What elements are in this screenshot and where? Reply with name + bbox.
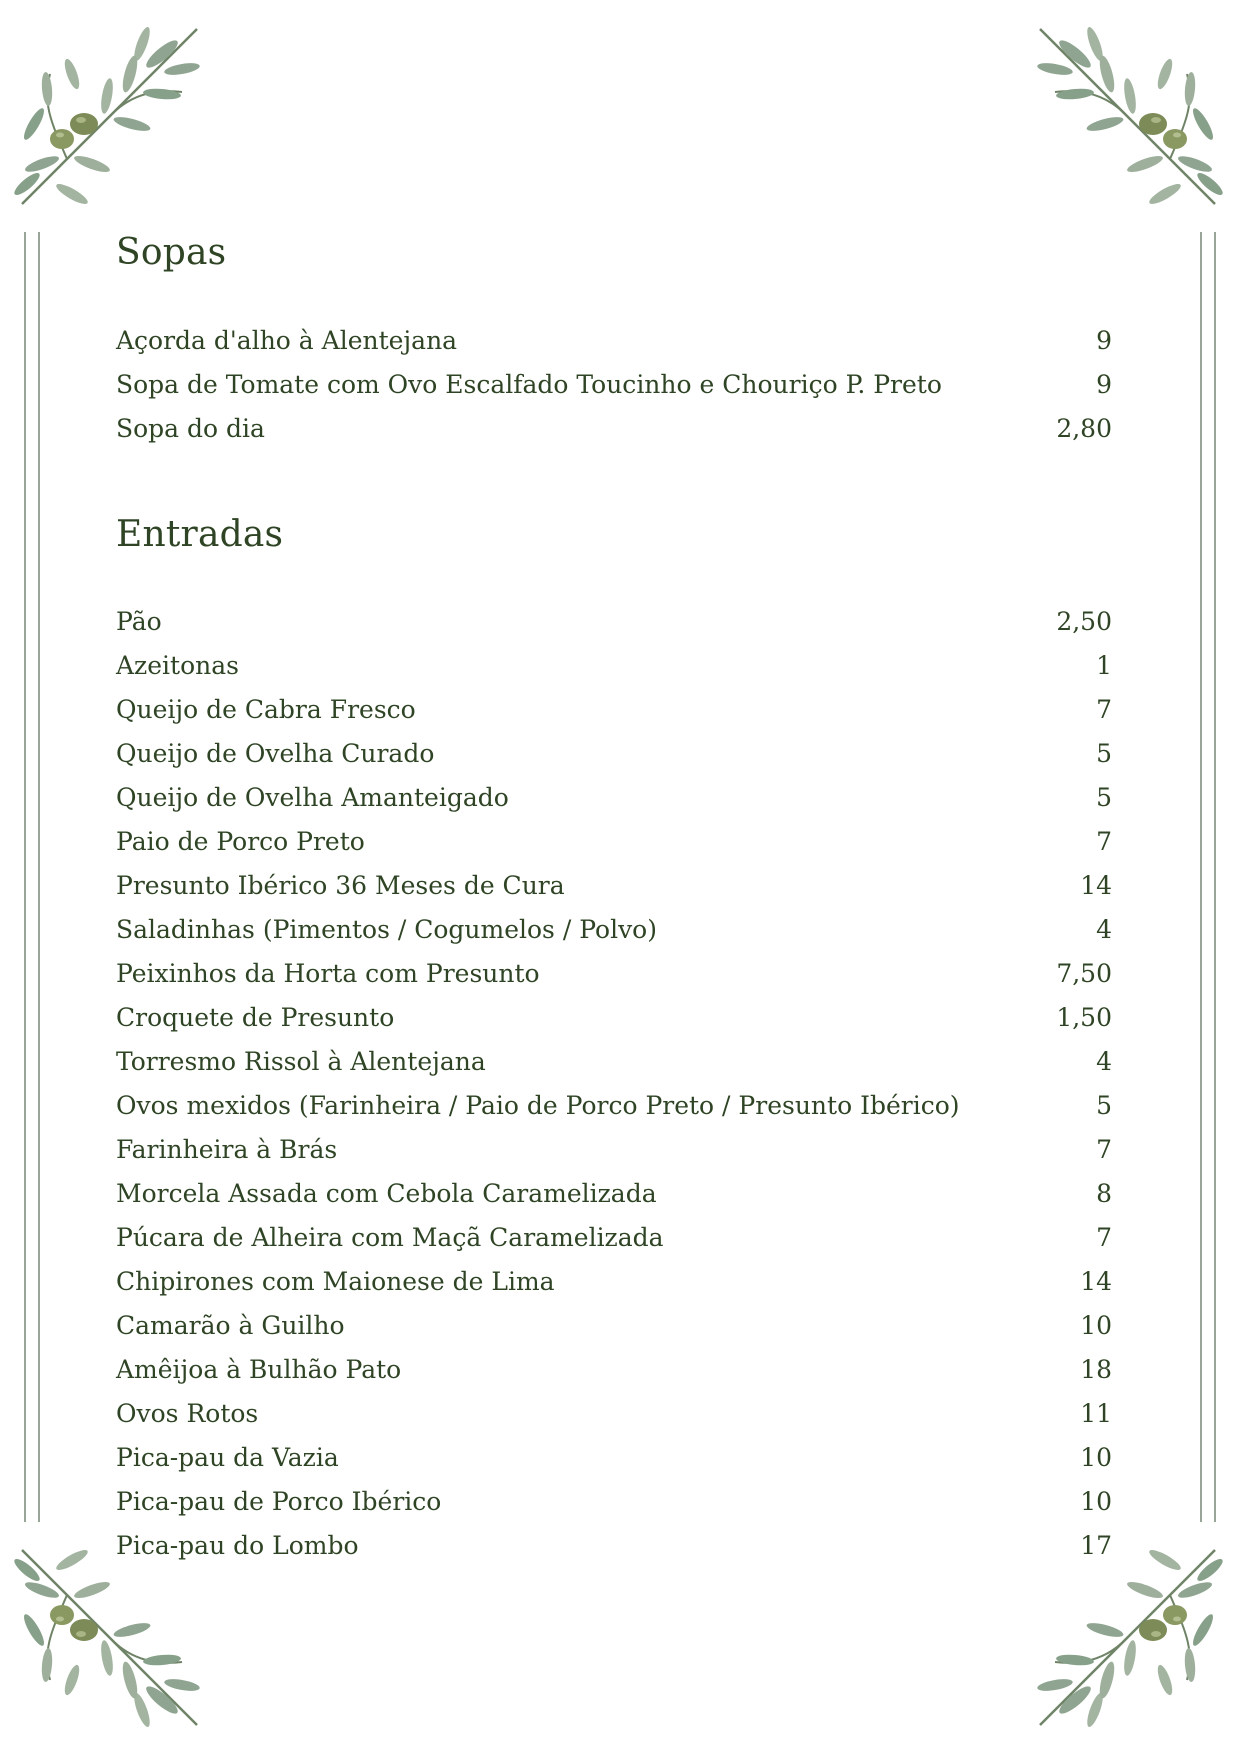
- menu-item: [116, 1480, 1112, 1524]
- item-price: 4: [1096, 915, 1112, 944]
- item-price: 5: [1096, 739, 1112, 768]
- item-price: 18: [1080, 1355, 1112, 1384]
- item-price: 9: [1096, 326, 1112, 355]
- item-price: 7: [1096, 827, 1112, 856]
- item-name: Farinheira à Brás: [116, 1135, 338, 1164]
- menu-item: [116, 1216, 1112, 1260]
- item-price: 7: [1096, 1223, 1112, 1252]
- item-name: Sopa do dia: [116, 414, 265, 443]
- menu-item: [116, 1304, 1112, 1348]
- item-name: Pica-pau do Lombo: [116, 1531, 359, 1560]
- menu-item: [116, 1436, 1112, 1480]
- item-name: Pica-pau de Porco Ibérico: [116, 1487, 442, 1516]
- item-name: Pão: [116, 607, 162, 636]
- menu-item: [116, 688, 1112, 732]
- menu-item: [116, 1260, 1112, 1304]
- item-name: Croquete de Presunto: [116, 1003, 395, 1032]
- olive-branch-icon: [12, 1540, 212, 1740]
- item-name: Púcara de Alheira com Maçã Caramelizada: [116, 1223, 664, 1252]
- item-price: 7,50: [1056, 959, 1112, 988]
- menu-item: [116, 363, 1112, 407]
- olive-branch-icon: [1025, 1540, 1225, 1740]
- menu-item: [116, 644, 1112, 688]
- item-name: Camarão à Guilho: [116, 1311, 345, 1340]
- item-price: 1: [1096, 651, 1112, 680]
- item-name: Saladinhas (Pimentos / Cogumelos / Polvo): [116, 915, 657, 944]
- frame-line-left-inner: [38, 232, 40, 1522]
- menu-item: [116, 908, 1112, 952]
- item-price: 10: [1080, 1311, 1112, 1340]
- section-list-entradas: [116, 600, 1112, 1568]
- olive-branch-icon: [1025, 14, 1225, 214]
- menu-item: [116, 1392, 1112, 1436]
- item-price: 10: [1080, 1443, 1112, 1472]
- item-name: Queijo de Cabra Fresco: [116, 695, 416, 724]
- item-price: 4: [1096, 1047, 1112, 1076]
- item-price: 14: [1080, 1267, 1112, 1296]
- item-name: Queijo de Ovelha Amanteigado: [116, 783, 509, 812]
- item-price: 2,50: [1056, 607, 1112, 636]
- item-price: 8: [1096, 1179, 1112, 1208]
- item-price: 2,80: [1056, 414, 1112, 443]
- item-name: Paio de Porco Preto: [116, 827, 365, 856]
- menu-item: [116, 1128, 1112, 1172]
- item-name: Sopa de Tomate com Ovo Escalfado Toucinho e Chouriço P. Preto: [116, 370, 942, 399]
- item-price: 1,50: [1056, 1003, 1112, 1032]
- section-title-sopas: Sopas: [116, 232, 227, 273]
- section-title-entradas: Entradas: [116, 514, 284, 555]
- menu-item: [116, 319, 1112, 363]
- frame-line-right-inner: [1200, 232, 1202, 1522]
- item-name: Azeitonas: [116, 651, 239, 680]
- item-name: Morcela Assada com Cebola Caramelizada: [116, 1179, 657, 1208]
- item-name: Ovos Rotos: [116, 1399, 259, 1428]
- menu-item: [116, 1084, 1112, 1128]
- menu-item: [116, 1524, 1112, 1568]
- menu-item: [116, 407, 1112, 451]
- menu-item: [116, 996, 1112, 1040]
- item-name: Peixinhos da Horta com Presunto: [116, 959, 540, 988]
- frame-line-right-outer: [1214, 232, 1216, 1522]
- section-list-sopas: [116, 319, 1112, 451]
- item-name: Presunto Ibérico 36 Meses de Cura: [116, 871, 565, 900]
- item-price: 5: [1096, 1091, 1112, 1120]
- menu-item: [116, 820, 1112, 864]
- menu-item: [116, 952, 1112, 996]
- item-name: Torresmo Rissol à Alentejana: [116, 1047, 486, 1076]
- menu-item: [116, 864, 1112, 908]
- menu-item: [116, 1172, 1112, 1216]
- menu-item: [116, 1348, 1112, 1392]
- item-price: 14: [1080, 871, 1112, 900]
- menu-item: [116, 732, 1112, 776]
- menu-item: [116, 776, 1112, 820]
- item-price: 7: [1096, 1135, 1112, 1164]
- item-price: 5: [1096, 783, 1112, 812]
- item-price: 17: [1080, 1531, 1112, 1560]
- item-price: 7: [1096, 695, 1112, 724]
- item-name: Chipirones com Maionese de Lima: [116, 1267, 555, 1296]
- item-name: Amêijoa à Bulhão Pato: [116, 1355, 402, 1384]
- item-name: Açorda d'alho à Alentejana: [116, 326, 458, 355]
- olive-branch-icon: [12, 14, 212, 214]
- item-price: 11: [1080, 1399, 1112, 1428]
- menu-item: [116, 1040, 1112, 1084]
- item-name: Pica-pau da Vazia: [116, 1443, 339, 1472]
- item-name: Queijo de Ovelha Curado: [116, 739, 435, 768]
- item-name: Ovos mexidos (Farinheira / Paio de Porco Preto / Presunto Ibérico): [116, 1091, 960, 1120]
- item-price: 9: [1096, 370, 1112, 399]
- menu-item: [116, 600, 1112, 644]
- frame-line-left-outer: [24, 232, 26, 1522]
- item-price: 10: [1080, 1487, 1112, 1516]
